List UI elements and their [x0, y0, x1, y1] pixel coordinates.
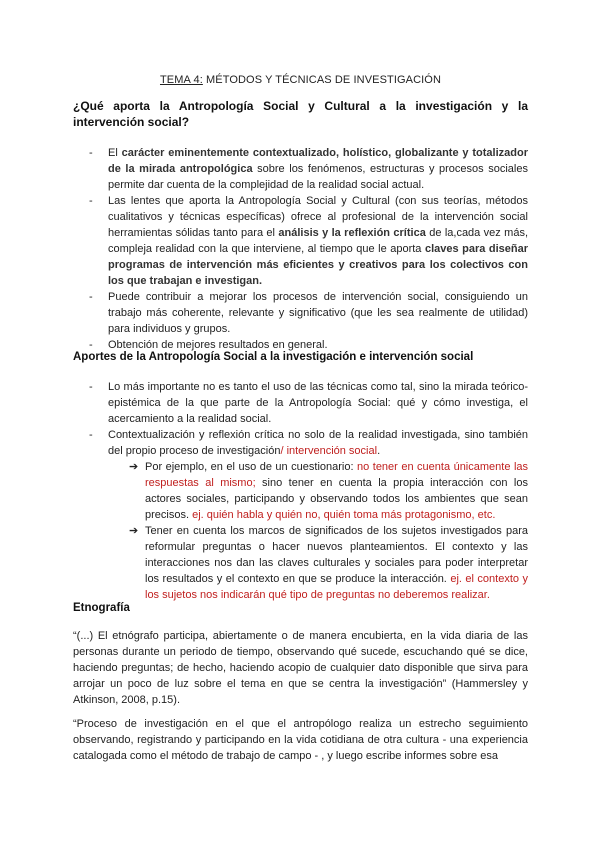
list-item: - Obtención de mejores resultados en general. [89, 339, 328, 351]
highlight-text: ej. el contexto y los sujetos nos indicarán qué tipo de preguntas no deberemos realizar. [145, 573, 528, 601]
text: Contextualización y reflexión crítica no solo de la realidad investigada, sino también del propio proceso de investigación [108, 429, 528, 457]
list-item: - El carácter eminentemente contextualizado, holístico, globalizante y totalizador de la mirada antropológica sobre los fenómenos, estructuras y procesos sociales permite dar cuenta de la complejidad de la realidad social actual. [89, 147, 528, 191]
bold-text: análisis y la reflexión crítica [278, 227, 426, 239]
section2-list [73, 379, 528, 603]
list-item: - Las lentes que aporta la Antropología Social y Cultural (con sus teorías, métodos cualitativos y técnicas específicas) ofrece al profesional de la intervención social herramientas sólidas tanto para el análisis y la reflexión crítica de la,cada vez más, compleja realidad con la que interviene, al tiempo que le aporta claves para diseñar programas de intervención más eficientes y creativos para los colectivos con los que trabajan e investigan. [89, 195, 529, 287]
bold-text: claves para diseñar programas de intervención más eficientes y creativos para los colectivos con los que trabajan e investigan. [108, 243, 528, 287]
highlight-text: / intervención social [280, 445, 378, 457]
list-item: - Puede contribuir a mejorar los procesos de intervención social, consiguiendo un trabajo más coherente, relevante y significativo (que les sea realmente de utilidad) para individuos y grupos. [89, 291, 528, 335]
section-heading-aportes-question: ¿Qué aporta la Antropología Social y Cultural a la investigación y la intervención social? [73, 99, 528, 129]
text: Lo más importante no es tanto el uso de las técnicas como tal, sino la mirada teórico-epistémica de la que parte de la Antropología Social: qué y cómo investiga, el acercamiento a la realidad social. [108, 381, 528, 425]
title-text: MÉTODOS Y TÉCNICAS DE INVESTIGACIÓN [202, 74, 441, 86]
title-topic-number: TEMA 4: [159, 74, 203, 86]
section-heading-aportes: Aportes de la Antropología Social a la investigación e intervención social [73, 351, 474, 363]
section1-list [73, 145, 528, 353]
text: sobre los fenómenos, estructuras y procesos sociales permite dar cuenta de la complejidad de la realidad social actual. [108, 163, 528, 191]
list-item: - Contextualización y reflexión crítica no solo de la realidad investigada, sino también del propio proceso de investigación/ intervención social. [89, 429, 528, 457]
text: El [108, 147, 122, 159]
highlight-text: ej. quién habla y quién no, quién toma más protagonismo, etc. [192, 509, 496, 521]
section-heading-etnografia: Etnografía [73, 602, 130, 614]
text: Obtención de mejores resultados en general. [108, 339, 328, 351]
text: sino tener en cuenta la propia interacción con los actores sociales, participando y observando todos los ambientes que sean precisos. [145, 477, 528, 521]
highlight-text: no tener en cuenta únicamente las respuestas al mismo; [145, 461, 528, 489]
bold-text: carácter eminentemente contextualizado, holístico, globalizante y totalizador de la mirada antropológica [108, 147, 528, 175]
text: Tener en cuenta los marcos de significados de los sujetos investigados para reformular preguntas o hacer nuevos planteamientos. El contexto y las interacciones nos dan las claves culturales y sociales para poder interpretar los resultados y el contexto en que se produce la interacción. [145, 525, 528, 585]
text: . [377, 445, 381, 457]
arrow-icon: ➔ [129, 461, 139, 473]
text: Puede contribuir a mejorar los procesos de intervención social, consiguiendo un trabajo más coherente, relevante y significativo (que les sea realmente de utilidad) para individuos y grupos. [108, 291, 528, 335]
text: Por ejemplo, en el uso de un cuestionario: [145, 461, 358, 473]
definition-paragraph: “Proceso de investigación en el que el antropólogo realiza un estrecho seguimiento observando, registrando y participando en la vida cotidiana de otra cultura - una experiencia catalogada como el método de trabajo de campo - , y luego escribe informes sobre esa [73, 718, 528, 762]
sub-list-item [73, 523, 528, 603]
document-title [73, 72, 528, 88]
sub-list-item [73, 459, 528, 523]
list-item: - Lo más importante no es tanto el uso de las técnicas como tal, sino la mirada teórico-epistémica de la que parte de la Antropología Social: qué y cómo investiga, el acercamiento a la realidad social. [89, 381, 528, 425]
text: de la,cada vez más, compleja realidad con la que interviene, al tiempo que le aporta [108, 227, 529, 255]
text: Las lentes que aporta la Antropología Social y Cultural (con sus teorías, métodos cualitativos y técnicas específicas) ofrece al profesional de la intervención social herramientas sólidas tanto para el [108, 195, 528, 239]
quote-paragraph: “(...) El etnógrafo participa, abiertamente o de manera encubierta, en la vida diaria de las personas durante un periodo de tiempo, observando qué sucede, escuchando qué se dice, haciendo preguntas; de hecho, haciendo acopio de cualquier dato disponible que sirva para arrojar un poco de luz sobre el tema en que se centra la investigación” (Hammersley y Atkinson, 2008, p.15). [73, 630, 528, 706]
arrow-icon: ➔ [129, 525, 139, 537]
